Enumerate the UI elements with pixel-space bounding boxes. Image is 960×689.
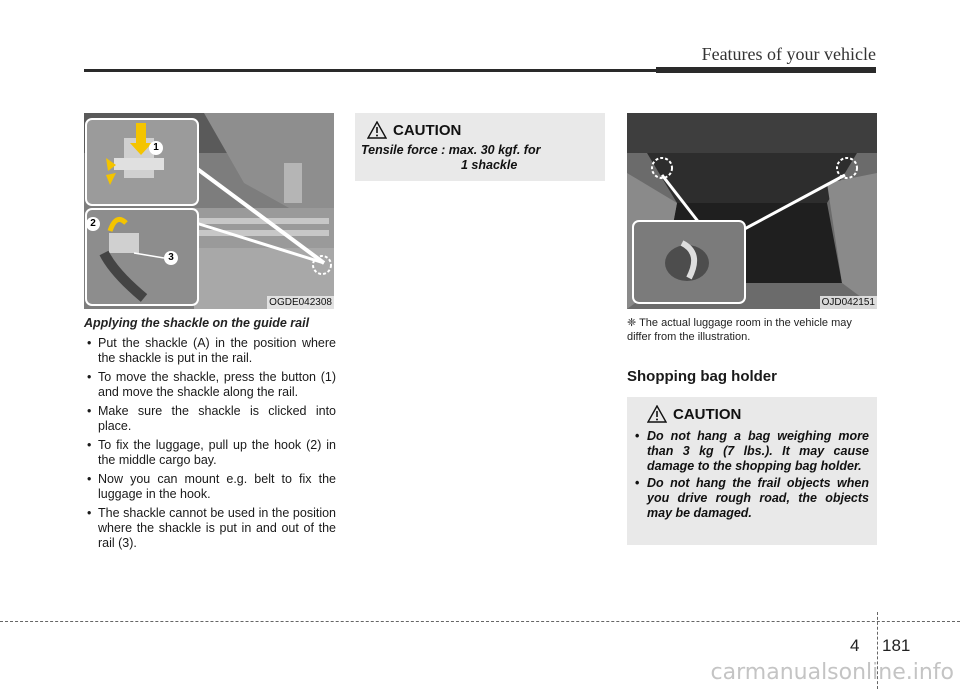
caution-box-shopping-bag [627, 397, 877, 545]
caution-title: CAUTION [673, 405, 742, 423]
callout-2: 2 [86, 217, 100, 231]
list-item: • Now you can mount e.g. belt to fix the luggage in the hook. [84, 472, 336, 502]
list-item: • Do not hang the frail objects when you drive rough road, the objects may be damaged. [635, 476, 869, 521]
chapter-number: 4 [850, 636, 860, 655]
luggage-room-illustration [627, 113, 877, 309]
list-item: • The shackle cannot be used in the position where the shackle is put in and out of the rail (3). [84, 506, 336, 551]
caution-title: CAUTION [393, 121, 462, 139]
callout-3: 3 [164, 251, 178, 265]
figure-code: OJD042151 [821, 297, 875, 308]
figure-code: OGDE042308 [269, 297, 332, 308]
caution-header [647, 405, 741, 423]
shackle-rail-photo [84, 113, 334, 309]
list-item: • To fix the luggage, pull up the hook (2) in the middle cargo bay. [84, 438, 336, 468]
caution-line: Tensile force : max. 30 kgf. for [361, 143, 541, 157]
instruction-list [84, 336, 336, 555]
list-item: • Make sure the shackle is clicked into place. [84, 404, 336, 434]
caution-box-tensile [355, 113, 605, 181]
watermark: carmanualsonline.info [710, 660, 954, 685]
header-rule-accent [656, 67, 876, 73]
warning-icon [367, 121, 387, 139]
section-label: Applying the shackle on the guide rail [84, 316, 310, 330]
page-header-title: Features of your vehicle [701, 44, 876, 64]
section-title: Shopping bag holder [627, 368, 777, 385]
caution-line: 1 shackle [461, 158, 518, 172]
caution-text [361, 143, 597, 173]
page-number: 181 [882, 636, 911, 655]
shackle-rail-illustration [84, 113, 334, 309]
footer-rule [0, 621, 960, 622]
caution-header [367, 121, 461, 139]
warning-icon [647, 405, 667, 423]
list-item: • Do not hang a bag weighing more than 3 kg (7 lbs.). It may cause damage to the shopping bag holder. [635, 429, 869, 474]
list-item: • To move the shackle, press the button (1) and move the shackle along the rail. [84, 370, 336, 400]
luggage-room-photo [627, 113, 877, 309]
illustration-note: ❈ The actual luggage room in the vehicle may differ from the illustration. [627, 317, 852, 343]
caution-list [635, 429, 869, 523]
callout-1: 1 [149, 141, 163, 155]
list-item: • Put the shackle (A) in the position where the shackle is put in the rail. [84, 336, 336, 366]
